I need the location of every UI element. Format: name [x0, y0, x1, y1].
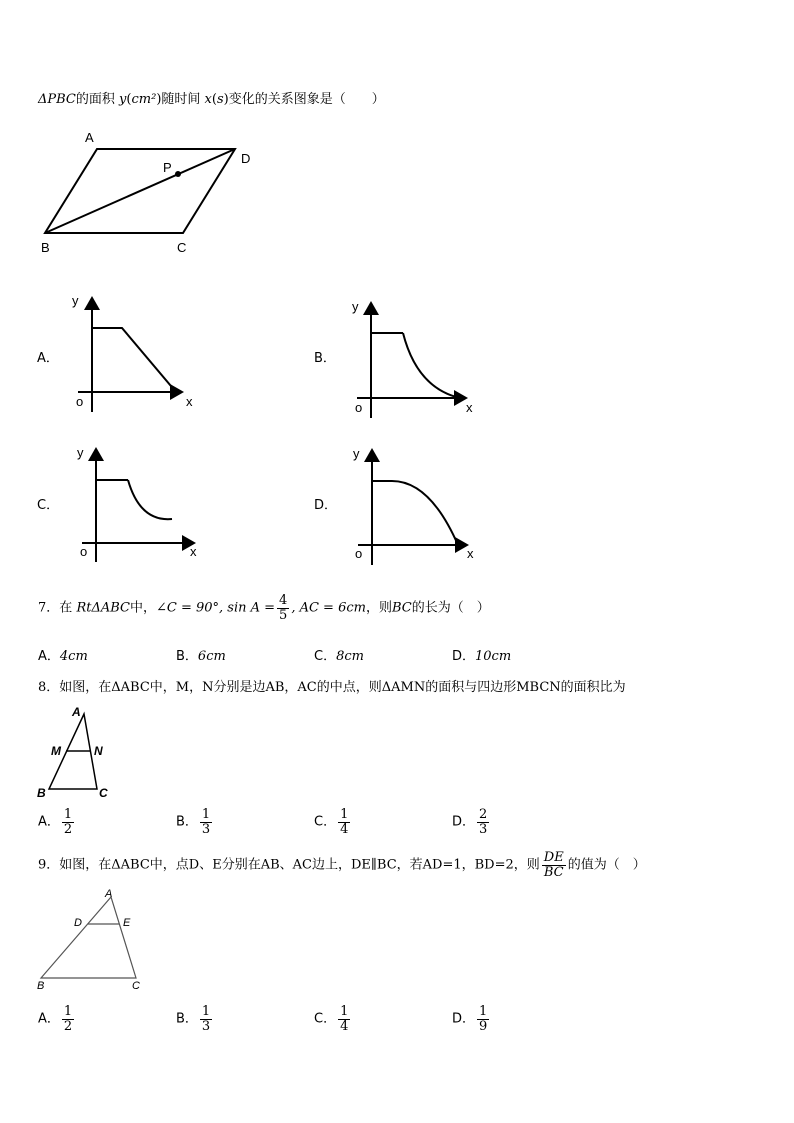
q8-stem: 8．如图，在ΔABC中，M，N分别是边AB，AC的中点，则ΔAMN的面积与四边形MBCN的面积比为 [38, 680, 626, 695]
q7-option-a-value: 4cm [59, 649, 88, 664]
q6-x-var: x [204, 92, 212, 107]
q8-label-n: N [94, 744, 103, 758]
q6-option-c-letter[interactable]: C． [37, 498, 60, 513]
q6-stem: ΔPBC的面积 y(cm²)随时间 x(s)变化的关系图象是（ ） [38, 92, 385, 107]
q9-option-a[interactable]: A． $\frac{1}{2}$ [38, 1004, 73, 1034]
q8-label-a: A [72, 705, 81, 719]
q9-option-d[interactable]: D． $\frac{1}{9}$ [452, 1004, 488, 1034]
q7-text-3: ，则 [365, 600, 392, 616]
q8-option-d[interactable]: D． $\frac{2}{3}$ [452, 807, 488, 837]
q7-triangle: RtΔABC [76, 600, 130, 616]
graph-d-y-label: y [353, 446, 360, 461]
q7-frac-num: 4 [279, 593, 288, 608]
q7-bc: BC [391, 600, 412, 616]
graph-b-y-label: y [352, 299, 359, 314]
q7-angle: ∠C = 90° [155, 600, 220, 616]
q8-label-m: M [51, 744, 61, 758]
q8-option-a[interactable]: A． $\frac{1}{2}$ [38, 807, 73, 837]
graph-c-x-label: x [190, 544, 197, 559]
q8-label-b: B [37, 786, 46, 800]
q9-option-b[interactable]: B． $\frac{1}{3}$ [176, 1004, 211, 1034]
q6-text-area: 的面积 [75, 92, 115, 107]
q6-triangle-name: ΔPBC [38, 92, 76, 107]
q8-option-c[interactable]: C． $\frac{1}{4}$ [314, 807, 349, 837]
q9-label-a: A [105, 888, 113, 900]
graph-b-x-label: x [466, 400, 473, 415]
q9-frac-den: BC [543, 864, 564, 880]
triangle-abc-q9 [41, 897, 136, 978]
q7-option-c[interactable]: C．8cm [314, 649, 364, 664]
label-a: A [85, 130, 94, 145]
q7-option-c-value: 8cm [336, 649, 364, 664]
q9-text-1: 9．如图，在ΔABC中，点D、E分别在AB、AC边上，DE∥BC，若AD=1，BD=2，则 [38, 857, 540, 873]
q7-text-2: 中， [129, 600, 156, 616]
q6-text-tail: 变化的关系图象是（ ） [228, 92, 385, 107]
q6-option-a-letter[interactable]: A． [37, 351, 59, 366]
q8-option-b[interactable]: B． $\frac{1}{3}$ [176, 807, 211, 837]
q9-label-c: C [132, 980, 140, 992]
q9-frac-num: DE [543, 850, 564, 865]
graph-c-origin-label: o [80, 544, 88, 559]
q6-option-d-letter[interactable]: D． [314, 498, 338, 513]
q6-y-var: y [119, 92, 127, 107]
q7-option-d[interactable]: D．10cm [452, 649, 512, 664]
q7-number: 7． [38, 600, 60, 616]
label-d: D [241, 151, 251, 166]
q6-x-unit: s [216, 92, 224, 107]
graph-c-y-label: y [77, 445, 84, 460]
label-c: C [177, 240, 187, 255]
graph-a-x-label: x [186, 394, 193, 409]
graph-a-origin-label: o [76, 394, 84, 409]
q7-option-b-value: 6cm [197, 649, 226, 664]
q7-sin: , sin A = [219, 600, 276, 616]
graph-d-origin-label: o [355, 546, 363, 561]
q9-option-c[interactable]: C． $\frac{1}{4}$ [314, 1004, 349, 1034]
q7-frac-den: 5 [279, 607, 288, 623]
graph-a-y-label: y [72, 293, 79, 308]
q7-text-1: 在 [59, 600, 73, 616]
q7-option-a[interactable]: A．4cm [38, 649, 88, 664]
q7-option-b[interactable]: B．6cm [176, 649, 226, 664]
q7-option-d-value: 10cm [475, 649, 512, 664]
q8-label-c: C [99, 786, 108, 800]
q6-y-unit: cm² [131, 92, 157, 107]
graph-b-origin-label: o [355, 400, 363, 415]
q9-label-b: B [37, 980, 45, 992]
q9-text-2: 的值为（ ） [567, 857, 646, 873]
q6-text-time: 随时间 [161, 92, 201, 107]
q9-label-d: D [74, 917, 82, 929]
q6-option-b-letter[interactable]: B． [314, 351, 336, 366]
graph-d-x-label: x [467, 546, 474, 561]
label-p: P [163, 160, 172, 175]
q7-text-4: 的长为（ ） [411, 600, 490, 616]
label-b: B [41, 240, 50, 255]
q7-ac: , AC = 6cm [291, 600, 366, 616]
q9-label-e: E [123, 917, 131, 929]
